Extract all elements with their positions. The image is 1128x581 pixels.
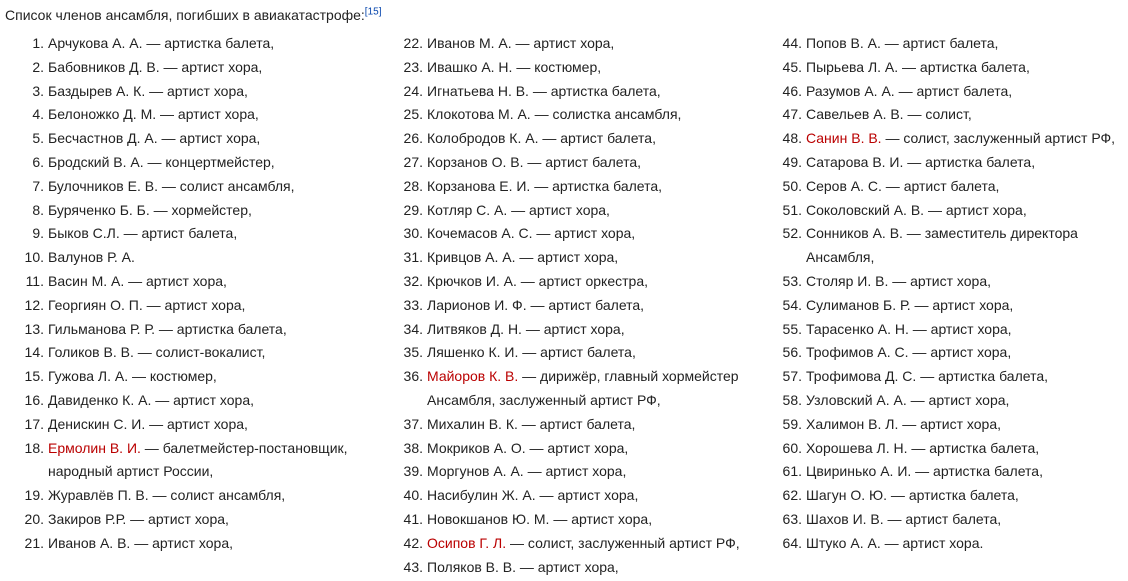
member-name: Новокшанов Ю. М. bbox=[427, 510, 550, 527]
member-role: — солист ансамбля, bbox=[157, 177, 295, 194]
member-role: — артистка балета, bbox=[916, 368, 1049, 385]
member-list-column-1 bbox=[2, 32, 372, 556]
item-number: 26. bbox=[403, 130, 423, 147]
member-name: Буряченко Б. Б. bbox=[48, 201, 150, 218]
member-role: — артист балета, bbox=[881, 177, 1000, 194]
list-item bbox=[2, 532, 372, 556]
item-number: 42. bbox=[403, 534, 423, 551]
member-role: — артистка балета, bbox=[903, 153, 1036, 170]
item-number: 7. bbox=[32, 177, 44, 194]
list-item bbox=[2, 508, 372, 532]
item-number: 33. bbox=[403, 296, 423, 313]
member-role: — артист хора, bbox=[525, 439, 629, 456]
item-number: 53. bbox=[782, 272, 802, 289]
member-name: Закиров Р.Р. bbox=[48, 510, 127, 527]
list-item bbox=[381, 556, 761, 580]
item-number: 16. bbox=[24, 391, 44, 408]
member-name: Булочников Е. В. bbox=[48, 177, 158, 194]
member-name: Клокотова М. А. bbox=[427, 106, 531, 123]
member-name: Сонников А. В. bbox=[806, 225, 903, 242]
member-name: Разумов А. А. bbox=[806, 82, 895, 99]
item-number: 28. bbox=[403, 177, 423, 194]
member-role: — артист хора, bbox=[124, 272, 227, 289]
list-item bbox=[760, 127, 1128, 151]
list-item bbox=[760, 175, 1128, 199]
member-role: — артист балета, bbox=[538, 130, 656, 147]
list-item bbox=[760, 199, 1128, 223]
member-role: — артист хора, bbox=[521, 320, 625, 337]
member-role: — артист балета, bbox=[523, 153, 642, 170]
item-number: 6. bbox=[32, 153, 44, 170]
list-item bbox=[381, 32, 761, 56]
member-name: Корзанов О. В. bbox=[427, 153, 524, 170]
item-number: 2. bbox=[32, 58, 44, 75]
list-item bbox=[760, 222, 1106, 270]
list-item bbox=[381, 246, 761, 270]
member-role: — артист балета, bbox=[517, 415, 636, 432]
item-number: 46. bbox=[782, 82, 802, 99]
list-item bbox=[381, 270, 761, 294]
item-number: 62. bbox=[782, 487, 802, 504]
member-role: — артист хора, bbox=[908, 320, 1012, 337]
member-name: Котляр С. А. bbox=[427, 201, 508, 218]
list-item bbox=[2, 103, 372, 127]
item-number: 23. bbox=[403, 58, 423, 75]
member-name: Насибулин Ж. А. bbox=[427, 487, 536, 504]
member-role: — артистка балета, bbox=[530, 177, 663, 194]
member-role: — артистка балета, bbox=[911, 463, 1043, 480]
member-role: — солист ансамбля, bbox=[148, 487, 286, 504]
member-role: — артист хора, bbox=[910, 296, 1014, 313]
member-name: Крючков И. А. bbox=[427, 272, 517, 289]
item-number: 12. bbox=[24, 296, 44, 313]
item-number: 41. bbox=[403, 510, 423, 527]
member-role: — артист хора, bbox=[507, 201, 610, 218]
list-item bbox=[760, 318, 1128, 342]
list-item bbox=[760, 532, 1128, 556]
member-role: — артист хора, bbox=[898, 415, 1002, 432]
list-item bbox=[381, 56, 761, 80]
item-number: 8. bbox=[32, 201, 44, 218]
list-item bbox=[2, 56, 372, 80]
item-number: 21. bbox=[24, 534, 44, 551]
list-item bbox=[2, 413, 372, 437]
item-number: 24. bbox=[403, 82, 423, 99]
member-role: — артист хора, bbox=[126, 510, 229, 527]
list-item bbox=[381, 484, 761, 508]
item-number: 61. bbox=[782, 463, 802, 480]
member-role: — артист оркестра, bbox=[516, 272, 648, 289]
list-item bbox=[381, 318, 761, 342]
list-item bbox=[2, 246, 372, 270]
member-name: Корзанова Е. И. bbox=[427, 177, 531, 194]
member-role: — артист хора, bbox=[159, 58, 263, 75]
member-role: — солист, заслуженный артист РФ, bbox=[881, 130, 1116, 147]
member-role: — артистка балета, bbox=[528, 82, 661, 99]
item-number: 63. bbox=[782, 510, 802, 527]
list-item bbox=[760, 389, 1128, 413]
member-name: Столяр И. В. bbox=[806, 272, 889, 289]
member-name: Серов А. С. bbox=[806, 177, 882, 194]
member-name: Белоножко Д. М. bbox=[48, 106, 157, 123]
member-name: Васин М. А. bbox=[48, 272, 125, 289]
item-number: 37. bbox=[403, 415, 423, 432]
member-role: — артист хора, bbox=[516, 558, 619, 575]
member-role: — артист хора, bbox=[515, 249, 619, 266]
item-number: 43. bbox=[403, 558, 423, 575]
member-role: — солист-вокалист, bbox=[133, 344, 266, 361]
member-role: — артист хора, bbox=[142, 296, 246, 313]
member-name: Сулиманов Б. Р. bbox=[806, 296, 911, 313]
member-name: Иванов М. А. bbox=[427, 35, 512, 51]
member-role: — балетмейстер-постановщик, народный артист России, bbox=[48, 439, 348, 480]
item-number: 59. bbox=[782, 415, 802, 432]
item-number: 10. bbox=[24, 249, 44, 266]
item-number: 9. bbox=[32, 225, 44, 242]
list-item bbox=[760, 294, 1128, 318]
member-name: Трофимова Д. С. bbox=[806, 368, 917, 385]
item-number: 34. bbox=[403, 320, 423, 337]
member-role: — артист хора, bbox=[145, 415, 248, 432]
member-role: — солистка ансамбля, bbox=[530, 106, 682, 123]
list-item bbox=[760, 270, 1128, 294]
member-role: — артист хора, bbox=[157, 130, 261, 147]
list-item bbox=[760, 508, 1128, 532]
member-name: Узловский А. А. bbox=[806, 391, 907, 408]
list-item bbox=[381, 151, 761, 175]
list-item bbox=[381, 103, 761, 127]
member-name: Поляков В. В. bbox=[427, 558, 517, 575]
list-item bbox=[381, 341, 761, 365]
member-name: Цвиринько А. И. bbox=[806, 463, 912, 480]
member-name: Хорошева Л. Н. bbox=[806, 439, 908, 456]
member-role: — артист хора, bbox=[145, 82, 248, 99]
list-item bbox=[2, 127, 372, 151]
member-role: — заместитель директора Ансамбля, bbox=[806, 225, 1078, 266]
list-item bbox=[2, 318, 372, 342]
member-role: — артистка балета, bbox=[898, 58, 1030, 75]
member-name: Иванов А. В. bbox=[48, 534, 131, 551]
member-list-column-3 bbox=[760, 32, 1128, 556]
item-number: 50. bbox=[782, 177, 802, 194]
item-number: 32. bbox=[403, 272, 423, 289]
list-item bbox=[760, 365, 1128, 389]
member-list-column-2 bbox=[381, 32, 761, 579]
item-number: 54. bbox=[782, 296, 802, 313]
list-item bbox=[381, 294, 761, 318]
member-role: — артист хора, bbox=[130, 534, 233, 551]
item-number: 57. bbox=[782, 368, 802, 385]
item-number: 15. bbox=[24, 368, 44, 385]
item-number: 52. bbox=[782, 225, 802, 242]
member-role: — артист балета, bbox=[119, 225, 238, 242]
member-name: Михалин В. К. bbox=[427, 415, 518, 432]
item-number: 31. bbox=[403, 249, 423, 266]
member-name: Штуко А. А. bbox=[806, 534, 881, 551]
list-item bbox=[760, 32, 1128, 56]
member-name: Бродский В. А. bbox=[48, 153, 144, 170]
list-item bbox=[2, 199, 372, 223]
member-name: Попов В. А. bbox=[806, 35, 881, 51]
item-number: 30. bbox=[403, 225, 423, 242]
list-item bbox=[2, 222, 372, 246]
member-role: — артист хора, bbox=[535, 487, 639, 504]
list-item bbox=[760, 413, 1128, 437]
item-number: 35. bbox=[403, 344, 423, 361]
list-item bbox=[381, 437, 761, 461]
member-name-link[interactable]: Майоров К. В. bbox=[427, 368, 519, 385]
member-name: Ивашко А. Н. bbox=[427, 58, 513, 75]
member-role: — артист хора, bbox=[156, 106, 259, 123]
list-item bbox=[381, 413, 761, 437]
member-role: — солист, заслуженный артист РФ, bbox=[506, 534, 740, 551]
item-number: 45. bbox=[782, 58, 802, 75]
list-item bbox=[760, 341, 1128, 365]
member-role: — артист балета, bbox=[883, 510, 1002, 527]
member-role: — хормейстер, bbox=[149, 201, 252, 218]
list-item bbox=[2, 484, 372, 508]
list-item bbox=[760, 103, 1128, 127]
list-item bbox=[2, 437, 368, 485]
reference-link[interactable]: [15] bbox=[364, 6, 382, 18]
member-name: Денискин С. И. bbox=[48, 415, 146, 432]
member-name: Пырьева Л. А. bbox=[806, 58, 899, 75]
list-item bbox=[760, 484, 1128, 508]
member-role: — артист хора, bbox=[549, 510, 653, 527]
item-number: 17. bbox=[24, 415, 44, 432]
member-name: Гужова Л. А. bbox=[48, 368, 129, 385]
item-number: 64. bbox=[782, 534, 802, 551]
list-item bbox=[2, 32, 372, 56]
item-number: 29. bbox=[403, 201, 423, 218]
member-name: Бесчастнов Д. А. bbox=[48, 130, 158, 147]
member-name: Савельев А. В. bbox=[806, 106, 904, 123]
member-name: Гильманова Р. Р. bbox=[48, 320, 156, 337]
member-role: — артист хора, bbox=[888, 272, 992, 289]
member-name: Голиков В. В. bbox=[48, 344, 134, 361]
member-role: — артист хора, bbox=[151, 391, 255, 408]
item-number: 38. bbox=[403, 439, 423, 456]
member-role: — артист хора, bbox=[523, 463, 627, 480]
member-role: — артист балета, bbox=[880, 35, 999, 51]
list-item bbox=[381, 80, 761, 104]
member-name: Арчукова А. А. bbox=[48, 35, 143, 51]
member-name: Журавлёв П. В. bbox=[48, 487, 149, 504]
member-name: Давиденко К. А. bbox=[48, 391, 152, 408]
list-item bbox=[2, 80, 372, 104]
item-number: 39. bbox=[403, 463, 423, 480]
list-item bbox=[760, 56, 1128, 80]
item-number: 48. bbox=[782, 130, 802, 147]
member-name: Тарасенко А. Н. bbox=[806, 320, 909, 337]
item-number: 5. bbox=[32, 130, 44, 147]
list-item bbox=[760, 460, 1128, 484]
member-role: — дирижёр, главный хормейстер Ансамбля, заслуженный артист РФ, bbox=[427, 368, 739, 408]
list-item bbox=[381, 508, 761, 532]
item-number: 22. bbox=[403, 35, 423, 51]
member-name: Соколовский А. В. bbox=[806, 201, 925, 218]
member-role: — концертмейстер, bbox=[143, 153, 275, 170]
list-item bbox=[2, 365, 372, 389]
intro-text: Список членов ансамбля, погибших в авиакатастрофе: bbox=[5, 7, 365, 23]
list-item bbox=[381, 175, 761, 199]
member-name: Георгиян О. П. bbox=[48, 296, 143, 313]
member-name: Игнатьева Н. В. bbox=[427, 82, 529, 99]
member-name: Литвяков Д. Н. bbox=[427, 320, 522, 337]
member-role: — артистка балета, bbox=[155, 320, 287, 337]
item-number: 4. bbox=[32, 106, 44, 123]
member-name: Халимон В. Л. bbox=[806, 415, 899, 432]
list-item bbox=[381, 127, 761, 151]
member-role: — артистка балета, bbox=[142, 35, 275, 51]
member-name: Бабовников Д. В. bbox=[48, 58, 160, 75]
member-role: — артистка балета, bbox=[907, 439, 1040, 456]
member-name: Кривцов А. А. bbox=[427, 249, 516, 266]
member-name: Трофимов А. С. bbox=[806, 344, 909, 361]
member-name-link[interactable]: Санин В. В. bbox=[806, 130, 882, 147]
member-role: — артистка балета, bbox=[887, 487, 1019, 504]
item-number: 36. bbox=[403, 368, 423, 385]
item-number: 44. bbox=[782, 35, 802, 51]
member-name: Мокриков А. О. bbox=[427, 439, 526, 456]
item-number: 49. bbox=[782, 153, 802, 170]
list-item bbox=[381, 199, 761, 223]
member-name: Валунов Р. А. bbox=[48, 249, 135, 266]
list-item bbox=[381, 532, 761, 556]
member-name-link[interactable]: Ермолин В. И. bbox=[48, 439, 141, 456]
member-name: Ларионов И. Ф. bbox=[427, 296, 527, 313]
member-role: — артист хора. bbox=[880, 534, 984, 551]
item-number: 51. bbox=[782, 201, 802, 218]
list-item bbox=[2, 341, 372, 365]
member-name: Колобродов К. А. bbox=[427, 130, 539, 147]
member-role: — костюмер, bbox=[512, 58, 602, 75]
item-number: 55. bbox=[782, 320, 802, 337]
list-item bbox=[760, 151, 1128, 175]
list-item bbox=[2, 294, 372, 318]
list-item bbox=[760, 437, 1128, 461]
member-name: Сатарова В. И. bbox=[806, 153, 904, 170]
item-number: 25. bbox=[403, 106, 423, 123]
item-number: 19. bbox=[24, 487, 44, 504]
item-number: 3. bbox=[32, 82, 44, 99]
item-number: 18. bbox=[24, 439, 44, 456]
item-number: 13. bbox=[24, 320, 44, 337]
list-item bbox=[381, 460, 761, 484]
member-name: Ляшенко К. И. bbox=[427, 344, 519, 361]
item-number: 1. bbox=[32, 35, 44, 51]
item-number: 20. bbox=[24, 510, 44, 527]
member-name: Шагун О. Ю. bbox=[806, 487, 888, 504]
list-item bbox=[760, 80, 1128, 104]
member-name-link[interactable]: Осипов Г. Л. bbox=[427, 534, 507, 551]
member-role: — артист балета, bbox=[518, 344, 636, 361]
item-number: 27. bbox=[403, 153, 423, 170]
list-item bbox=[2, 175, 372, 199]
member-role: — солист, bbox=[903, 106, 972, 123]
item-number: 11. bbox=[25, 272, 44, 289]
member-name: Баздырев А. К. bbox=[48, 82, 146, 99]
list-item bbox=[2, 389, 372, 413]
list-item bbox=[381, 365, 757, 413]
item-number: 14. bbox=[24, 344, 44, 361]
member-role: — артист хора, bbox=[908, 344, 1012, 361]
member-role: — костюмер, bbox=[128, 368, 217, 385]
member-role: — артист балета, bbox=[526, 296, 645, 313]
item-number: 40. bbox=[403, 487, 423, 504]
member-name: Кочемасов А. С. bbox=[427, 225, 533, 242]
list-item bbox=[381, 222, 761, 246]
member-role: — артист хора, bbox=[924, 201, 1027, 218]
list-item bbox=[2, 270, 372, 294]
member-role: — артист хора, bbox=[906, 391, 1010, 408]
list-intro bbox=[5, 6, 381, 24]
item-number: 47. bbox=[782, 106, 802, 123]
member-name: Моргунов А. А. bbox=[427, 463, 524, 480]
member-name: Быков С.Л. bbox=[48, 225, 120, 242]
member-role: — артист балета, bbox=[894, 82, 1013, 99]
member-role: — артист хора, bbox=[532, 225, 636, 242]
item-number: 60. bbox=[782, 439, 802, 456]
item-number: 56. bbox=[782, 344, 802, 361]
member-role: — артист хора, bbox=[511, 35, 615, 51]
item-number: 58. bbox=[782, 391, 802, 408]
list-item bbox=[2, 151, 372, 175]
member-name: Шахов И. В. bbox=[806, 510, 884, 527]
